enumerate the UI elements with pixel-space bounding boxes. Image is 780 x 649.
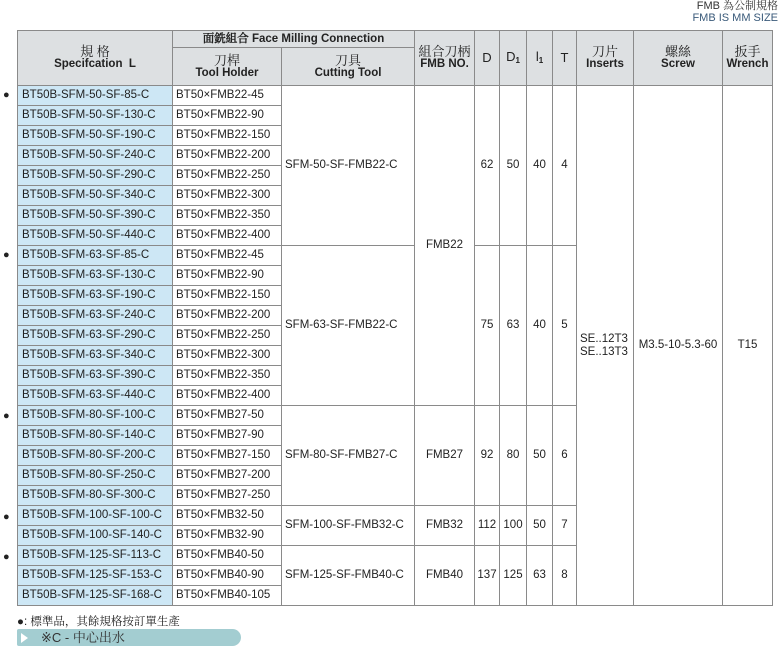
tool-holder-cell: BT50×FMB27-150: [173, 446, 282, 466]
tool-holder-cell: BT50×FMB27-200: [173, 466, 282, 486]
spec-cell: BT50B-SFM-63-SF-390-C: [18, 366, 173, 386]
l1-cell: 63: [527, 546, 553, 606]
cutting-tool-cell: SFM-125-SF-FMB40-C: [282, 546, 415, 606]
tool-holder-cell: BT50×FMB22-300: [173, 186, 282, 206]
spec-cell: BT50B-SFM-63-SF-130-C: [18, 266, 173, 286]
spec-cell: BT50B-SFM-125-SF-168-C: [18, 586, 173, 606]
spec-cell: BT50B-SFM-63-SF-290-C: [18, 326, 173, 346]
l1-cell: 50: [527, 506, 553, 546]
tool-holder-cell: BT50×FMB32-90: [173, 526, 282, 546]
table-row: [18, 86, 773, 106]
spec-cell: BT50B-SFM-125-SF-153-C: [18, 566, 173, 586]
insert-code: SE..12T3: [580, 332, 628, 345]
t-cell: 7: [553, 506, 577, 546]
tool-holder-cell: BT50×FMB40-50: [173, 546, 282, 566]
d-cell: 92: [475, 406, 500, 506]
standard-bullet: ●: [3, 249, 10, 261]
play-arrow-icon: [21, 633, 28, 643]
screw-cell: M3.5-10-5.3-60: [634, 86, 723, 606]
spec-cell: BT50B-SFM-50-SF-85-C: [18, 86, 173, 106]
tool-holder-cell: BT50×FMB22-150: [173, 126, 282, 146]
tool-holder-cell: BT50×FMB27-90: [173, 426, 282, 446]
fmb-no-cell: FMB27: [415, 406, 475, 506]
d-cell: 112: [475, 506, 500, 546]
spec-cell: BT50B-SFM-50-SF-390-C: [18, 206, 173, 226]
tool-holder-cell: BT50×FMB22-45: [173, 246, 282, 266]
tool-holder-cell: BT50×FMB22-90: [173, 106, 282, 126]
tool-holder-cell: BT50×FMB22-250: [173, 326, 282, 346]
tool-holder-cell: BT50×FMB40-90: [173, 566, 282, 586]
spec-cell: BT50B-SFM-63-SF-340-C: [18, 346, 173, 366]
face-milling-header: 面銑組合 Face Milling Connection: [173, 31, 415, 48]
tool-holder-cell: BT50×FMB32-50: [173, 506, 282, 526]
metric-note-en: FMB IS MM SIZE: [692, 12, 778, 24]
fmb-no-cell: FMB22: [415, 86, 475, 406]
t-cell: 4: [553, 86, 577, 246]
center-coolant-label: ※C - 中心出水: [41, 630, 125, 645]
spec-cell: BT50B-SFM-50-SF-240-C: [18, 146, 173, 166]
tool-holder-cell: BT50×FMB27-250: [173, 486, 282, 506]
d1-cell: 63: [500, 246, 527, 406]
cutting-tool-cell: SFM-80-SF-FMB27-C: [282, 406, 415, 506]
fmb-no-cell: FMB40: [415, 546, 475, 606]
tool-holder-cell: BT50×FMB22-200: [173, 146, 282, 166]
spec-cell: BT50B-SFM-80-SF-140-C: [18, 426, 173, 446]
spec-cell: BT50B-SFM-80-SF-200-C: [18, 446, 173, 466]
spec-cell: BT50B-SFM-50-SF-440-C: [18, 226, 173, 246]
tool-holder-cell: BT50×FMB22-350: [173, 366, 282, 386]
d1-cell: 80: [500, 406, 527, 506]
d-header: D: [475, 31, 500, 86]
t-cell: 8: [553, 546, 577, 606]
spec-cell: BT50B-SFM-125-SF-113-C: [18, 546, 173, 566]
spec-cell: BT50B-SFM-50-SF-290-C: [18, 166, 173, 186]
spec-cell: BT50B-SFM-63-SF-240-C: [18, 306, 173, 326]
footnote: ●: 標準品，其餘規格按訂單生產: [17, 616, 180, 628]
tool-holder-cell: BT50×FMB22-250: [173, 166, 282, 186]
metric-note-zh: FMB 為公制規格: [696, 0, 778, 12]
tool-holder-cell: BT50×FMB27-50: [173, 406, 282, 426]
cutting-tool-header: 刀具 Cutting Tool: [282, 48, 415, 86]
tool-holder-cell: BT50×FMB22-400: [173, 386, 282, 406]
tool-holder-header: 刀桿 Tool Holder: [173, 48, 282, 86]
wrench-cell: T15: [723, 86, 773, 606]
spec-cell: BT50B-SFM-100-SF-140-C: [18, 526, 173, 546]
tool-holder-cell: BT50×FMB22-150: [173, 286, 282, 306]
spec-cell: BT50B-SFM-63-SF-190-C: [18, 286, 173, 306]
tool-holder-cell: BT50×FMB22-350: [173, 206, 282, 226]
standard-bullet: ●: [3, 511, 10, 523]
tool-holder-cell: BT50×FMB22-300: [173, 346, 282, 366]
spec-cell: BT50B-SFM-63-SF-85-C: [18, 246, 173, 266]
l1-cell: 40: [527, 86, 553, 246]
tool-holder-cell: BT50×FMB22-45: [173, 86, 282, 106]
t-cell: 5: [553, 246, 577, 406]
fmb-no-header: 組合刀柄 FMB NO.: [415, 31, 475, 86]
cutting-tool-cell: SFM-50-SF-FMB22-C: [282, 86, 415, 246]
t-header: T: [553, 31, 577, 86]
t-cell: 6: [553, 406, 577, 506]
cutting-tool-cell: SFM-100-SF-FMB32-C: [282, 506, 415, 546]
spec-cell: BT50B-SFM-80-SF-300-C: [18, 486, 173, 506]
d1-cell: 100: [500, 506, 527, 546]
spec-header: 規 格 Specifcation L: [18, 31, 173, 86]
d1-cell: 50: [500, 86, 527, 246]
standard-bullet: ●: [3, 89, 10, 101]
product-table: [17, 30, 773, 606]
l1-cell: 50: [527, 406, 553, 506]
spec-cell: BT50B-SFM-63-SF-440-C: [18, 386, 173, 406]
d-cell: 137: [475, 546, 500, 606]
l1-cell: 40: [527, 246, 553, 406]
table-body: [18, 86, 773, 606]
standard-bullet: ●: [3, 410, 10, 422]
spec-cell: BT50B-SFM-80-SF-100-C: [18, 406, 173, 426]
tool-holder-cell: BT50×FMB40-105: [173, 586, 282, 606]
center-coolant-tag: [17, 629, 241, 646]
l1-header: $l_1$: [527, 31, 553, 86]
cutting-tool-cell: SFM-63-SF-FMB22-C: [282, 246, 415, 406]
spec-cell: BT50B-SFM-50-SF-340-C: [18, 186, 173, 206]
screw-header: 螺絲 Screw: [634, 31, 723, 86]
inserts-header: 刀片 Inserts: [577, 31, 634, 86]
d1-cell: 125: [500, 546, 527, 606]
spec-cell: BT50B-SFM-80-SF-250-C: [18, 466, 173, 486]
spec-cell: BT50B-SFM-50-SF-130-C: [18, 106, 173, 126]
tool-holder-cell: BT50×FMB22-200: [173, 306, 282, 326]
d-cell: 75: [475, 246, 500, 406]
insert-code: SE..13T3: [580, 345, 628, 358]
d-cell: 62: [475, 86, 500, 246]
spec-cell: BT50B-SFM-100-SF-100-C: [18, 506, 173, 526]
d1-header: $D_1$: [500, 31, 527, 86]
tool-holder-cell: BT50×FMB22-400: [173, 226, 282, 246]
tool-holder-cell: BT50×FMB22-90: [173, 266, 282, 286]
wrench-header: 扳手 Wrench: [723, 31, 773, 86]
fmb-no-cell: FMB32: [415, 506, 475, 546]
spec-cell: BT50B-SFM-50-SF-190-C: [18, 126, 173, 146]
standard-bullet: ●: [3, 551, 10, 563]
inserts-cell: [577, 86, 634, 606]
